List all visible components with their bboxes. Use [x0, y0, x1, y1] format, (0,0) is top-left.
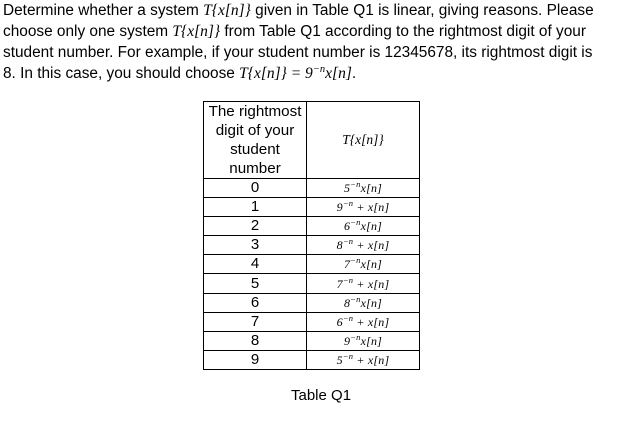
row-system: [307, 293, 420, 312]
system-base: 5: [336, 352, 343, 367]
row-digit: 8: [204, 331, 307, 350]
table-header-row: [204, 102, 420, 179]
question-line-3: [3, 42, 631, 63]
row-system: [307, 198, 420, 217]
question-text: .: [351, 65, 357, 82]
row-system: [307, 179, 420, 198]
table-row: [204, 236, 420, 255]
system-rest: x[n]: [360, 181, 383, 196]
system-rest: x[n]: [360, 219, 383, 234]
table-row: [204, 255, 420, 274]
question-text: given in Table Q1 is linear, giving reasons. Please: [250, 2, 594, 19]
system-rest: x[n]: [360, 333, 383, 348]
system-rest: x[n]: [360, 257, 383, 272]
row-digit: 9: [204, 350, 307, 369]
system-base: 8: [343, 295, 351, 310]
row-digit: 2: [204, 217, 307, 236]
system-base: 7: [343, 257, 351, 272]
row-digit: 1: [204, 198, 307, 217]
question-line-2: [3, 21, 631, 42]
row-system: [307, 217, 420, 236]
question-text: Determine whether a system: [3, 2, 204, 19]
system-base: 8: [336, 238, 343, 253]
system-exponent: −n: [350, 179, 361, 190]
row-system: [307, 331, 420, 350]
row-digit: 0: [204, 179, 307, 198]
table-row: [204, 179, 420, 198]
system-base: 9: [343, 333, 351, 348]
row-digit: 4: [204, 255, 307, 274]
table-q1: [203, 101, 420, 370]
system-exponent: −n: [342, 274, 354, 285]
question-text: choose only one system: [3, 23, 173, 40]
system-expression: T{x[n]}: [203, 2, 251, 19]
system-exponent: −n: [342, 350, 354, 361]
equation-lhs: T{x[n]} = 9: [239, 65, 313, 82]
system-base: 5: [343, 181, 351, 196]
example-equation: [239, 65, 352, 82]
system-exponent: −n: [342, 236, 354, 247]
system-exponent: −n: [350, 255, 361, 266]
system-base: 9: [336, 200, 343, 215]
question-text: 8. In this case, you should choose: [3, 65, 240, 82]
system-rest: + x[n]: [353, 238, 390, 253]
system-rest: + x[n]: [353, 314, 390, 329]
system-exponent: −n: [350, 293, 361, 304]
system-rest: x[n]: [360, 295, 383, 310]
equation-exponent: −n: [312, 64, 326, 75]
question-line-4: [3, 63, 631, 84]
question-text: from Table Q1 according to the rightmost digit of your: [220, 23, 586, 40]
table-row: [204, 312, 420, 331]
table-row: [204, 274, 420, 293]
row-system: [307, 274, 420, 293]
system-rest: + x[n]: [353, 200, 390, 215]
system-exponent: −n: [350, 217, 361, 228]
question-paragraph: [3, 0, 631, 84]
question-text: student number. For example, if your student number is 12345678, its rightmost digit is: [3, 44, 593, 61]
system-rest: + x[n]: [353, 352, 390, 367]
table-row: [204, 293, 420, 312]
question-line-1: [3, 0, 631, 21]
header-system: T{x[n]}: [307, 102, 420, 179]
table-row: [204, 198, 420, 217]
row-system: [307, 312, 420, 331]
row-digit: 7: [204, 312, 307, 331]
system-base: 6: [343, 219, 351, 234]
row-system: [307, 350, 420, 369]
table-caption: Table Q1: [291, 387, 352, 404]
table-row: [204, 217, 420, 236]
equation-rhs: x[n]: [325, 65, 352, 82]
system-exponent: −n: [342, 312, 354, 323]
header-digit: The rightmost digit of your student number: [204, 102, 307, 179]
row-digit: 3: [204, 236, 307, 255]
system-exponent: −n: [350, 331, 361, 342]
table-row: [204, 350, 420, 369]
system-base: 6: [336, 314, 343, 329]
table-row: [204, 331, 420, 350]
system-base: 7: [336, 276, 343, 291]
system-exponent: −n: [342, 198, 354, 209]
row-system: [307, 236, 420, 255]
row-digit: 5: [204, 274, 307, 293]
row-system: [307, 255, 420, 274]
system-expression: T{x[n]}: [172, 23, 221, 40]
system-rest: + x[n]: [353, 276, 390, 291]
row-digit: 6: [204, 293, 307, 312]
